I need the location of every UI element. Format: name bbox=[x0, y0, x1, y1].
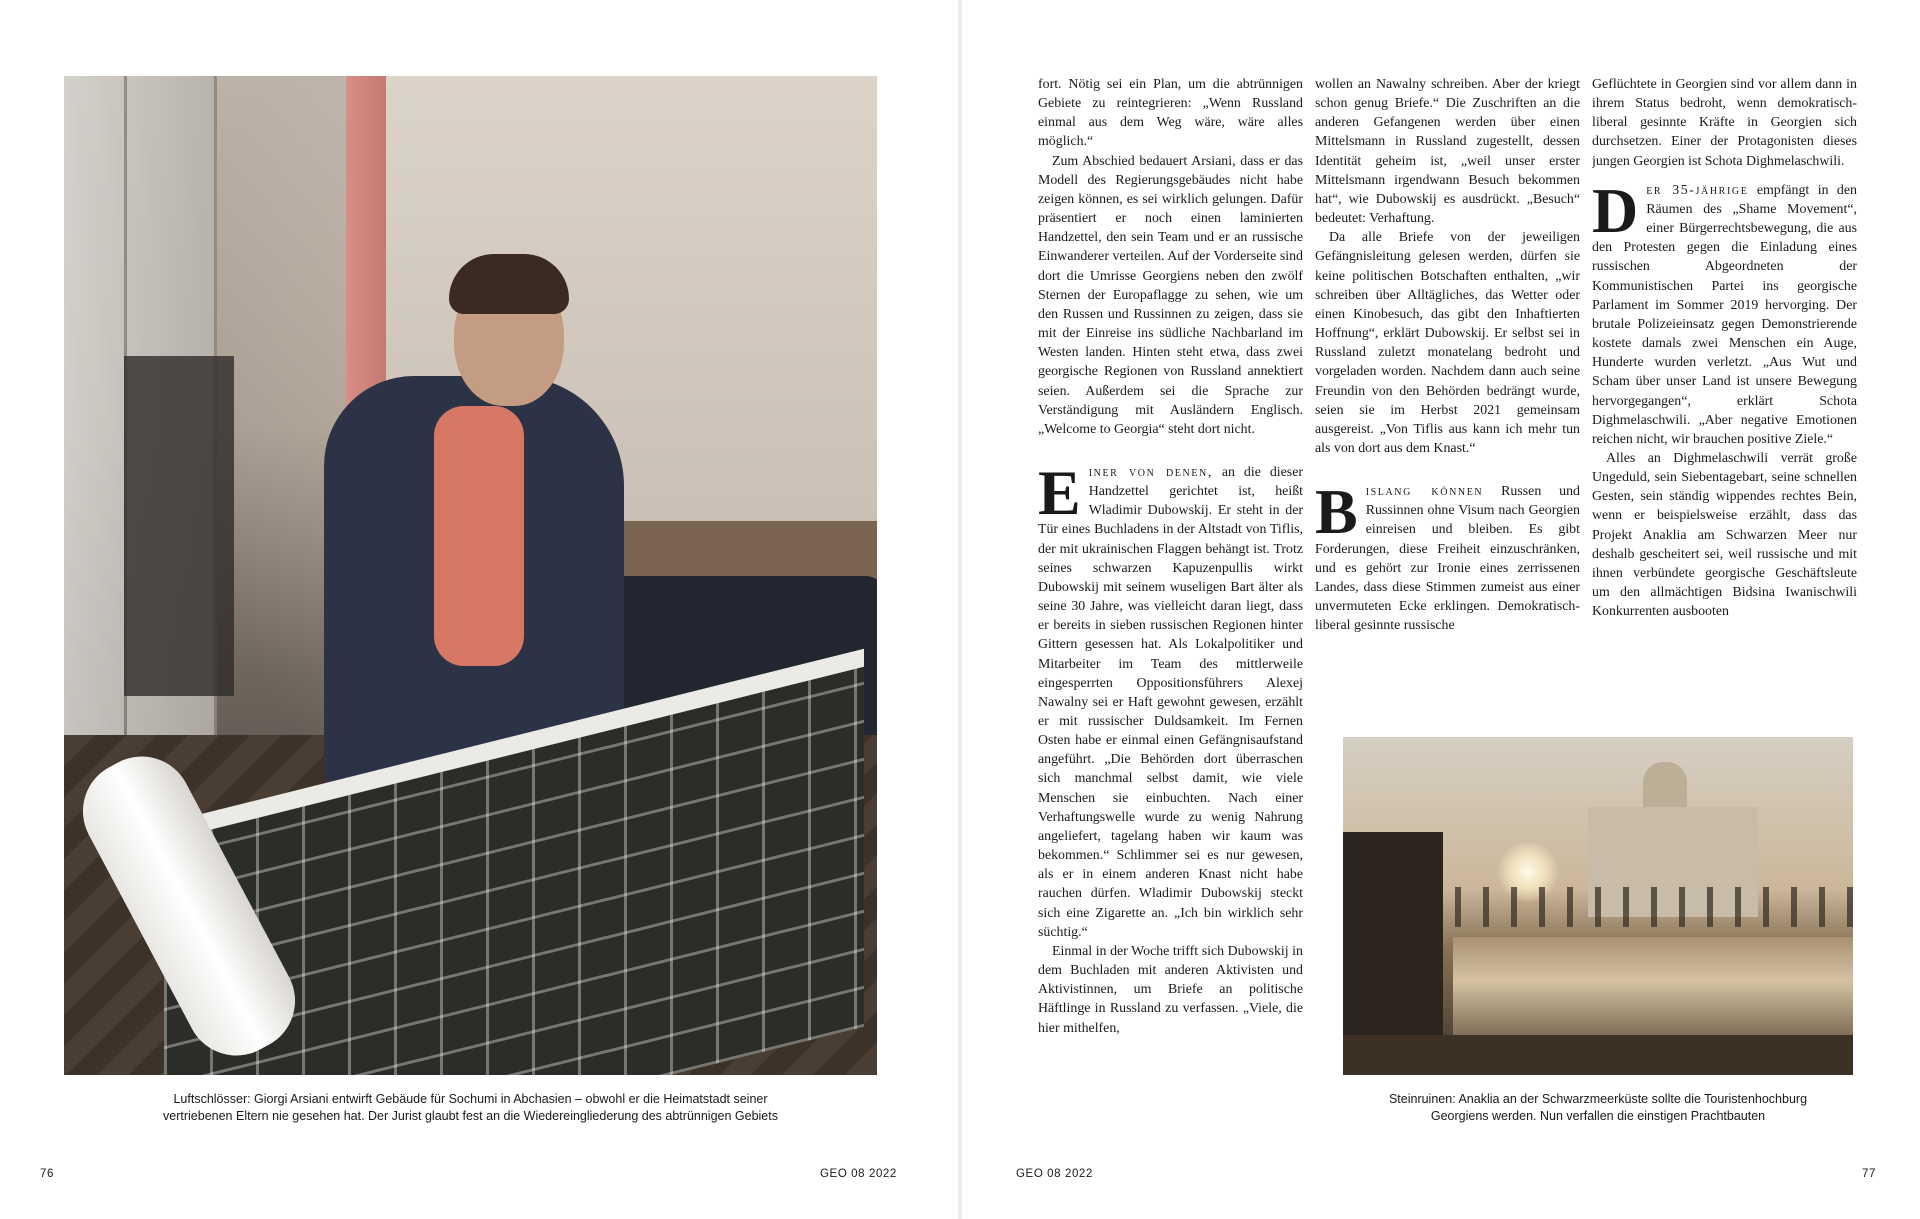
section-lead: iner von denen, bbox=[1088, 464, 1213, 480]
caption-left-line1: Luftschlösser: Giorgi Arsiani entwirft Gebäude für Sochumi in Abchasien – obwohl er die Heimatstadt seiner bbox=[173, 1092, 768, 1106]
section-e bbox=[1038, 456, 1303, 942]
page-gutter bbox=[958, 0, 962, 1219]
paragraph: fort. Nötig sei ein Plan, um die abtrünnigen Gebiete zu reintegrieren: „Wenn Russland einmal aus dem Weg wäre, wäre alles möglich.“ bbox=[1038, 77, 1303, 150]
paragraph: Zum Abschied bedauert Arsiani, dass er das Modell des Regierungsgebäudes nicht habe zeigen können, es sei wirklich gelungen. Dafür präsentiert er noch einen laminierten Handzettel, den sein Team und er an russische Einwanderer verteilen. Auf der Vorderseite sind dort die Umrisse Georgiens neben den zwölf Sternen der Europaflagge zu sehen, wie um den Russen und Russinnen zu zeigen, dass sie mit der Einreise ins südliche Nachbarland im Westen landen. Hinten steht etwa, dass zwei georgische Regionen von Russland annektiert seien. Außerdem sei die Sprache zur Verständigung mit Ausländern Englisch. „Welcome to Georgia“ steht dort nicht. bbox=[1038, 153, 1303, 437]
photo-person-hair bbox=[449, 254, 569, 314]
paragraph: Geflüchtete in Georgien sind vor allem dann in ihrem Status bedroht, wenn demokratisch-liberal gesinnte Kräfte in Georgien sich durchsetzen. Einer der Protagonisten dieses jungen Georgien ist Schota Dighmelaschwili. bbox=[1592, 77, 1857, 169]
dropcap: B bbox=[1315, 476, 1358, 548]
page-number-right: 77 bbox=[1862, 1168, 1876, 1180]
paragraph: Da alle Briefe von der jeweiligen Gefängnisleitung gelesen werden, dürfen sie keine politischen Botschaften enthalten, „wir schreiben über Alltägliches, das Wetter oder einen Kinobesuch, das gibt den Inhaftierten Hoffnung“, erklärt Dubowskij. Er selbst sei in Russland zuletzt monatelang bedroht und vorgeladen worden. Nachdem dann auch seine Freundin von den Behörden bedrängt wurde, seien sie im Herbst 2021 gemeinsam ausgereist. „Von Tiflis aus kann ich mehr tun als von dort aus dem Knast.“ bbox=[1315, 230, 1580, 456]
photo-man-with-aerial-map bbox=[64, 76, 877, 1075]
section-text: Russen und Russinnen ohne Visum nach Georgien einreisen und bleiben. Es gibt Forderungen, diese Freiheit einzuschränken, und es gehört zur Ironie eines zerrissenen Landes, dass diese Stimmen zumeist aus einer unvermuteten Ecke erklingen. Demokratisch-liberal gesinnte russische bbox=[1315, 484, 1580, 634]
section-b bbox=[1315, 476, 1580, 635]
photo-ground bbox=[1343, 1035, 1853, 1075]
footer-right: GEO 08 2022 bbox=[1016, 1168, 1093, 1180]
section-text: an die dieser Handzettel gerichtet ist, heißt Wladimir Dubowskij. Er steht in der Tür eines Buchladens in der Altstadt von Tiflis, der mit ukrainischen Flaggen behängt ist. Trotz seines schwarzen Kapuzenpullis wirkt Dubowskij mit seinem wuseligen Bart älter als seine 30 Jahre, was vielleicht daran liegt, dass er bereits in sieben russischen Regionen hinter Gittern gesessen hat. Als Lokalpolitiker und Mitarbeiter im Team des mittlerweile eingesperrten Oppositionsführers Alexej Nawalny sei er Haft gewohnt gewesen, erzählt er mit russischer Duldsamkeit. Im Fernen Osten habe er einmal einen Gefängnisaufstand angeführt. „Die Behörden dort überraschen sich manchmal selbst damit, wie viele Menschen sie einbuchten. Nach einer Verhaftungswelle wurde zu wenig Nahrung angeliefert, tagelang haben wir kaum was bekommen.“ Schlimmer sei es nur gewesen, als er in einem anderen Knast nicht habe rauchen dürfen. Wladimir Dubowskij steckt sich eine Zigarette an. „Ich bin wirklich sehr süchtig.“ bbox=[1038, 464, 1303, 940]
caption-left bbox=[64, 1091, 877, 1125]
photo-person-shirt bbox=[434, 406, 524, 666]
article-column-3 bbox=[1592, 75, 1857, 705]
footer-left: GEO 08 2022 bbox=[820, 1168, 897, 1180]
caption-left-line2: vertriebenen Eltern nie gesehen hat. Der Jurist glaubt fest an die Wiedereingliederung des abtrünnigen Gebiets bbox=[163, 1109, 778, 1123]
photo-shelf bbox=[124, 356, 234, 696]
page-number-left: 76 bbox=[40, 1168, 54, 1180]
caption-right-line1: Steinruinen: Anaklia an der Schwarzmeerküste sollte die Touristenhochburg bbox=[1388, 1092, 1808, 1106]
paragraph: Alles an Dighmelaschwili verrät große Ungeduld, sein Siebentagebart, seine schnellen Gesten, sein ständig wippendes rechtes Bein, wenn er beispielsweise erzählt, dass das Projekt Anaklia am Schwarzen Meer nur deshalb gescheitert sei, weil russische und mit ihnen verbündete georgische Geschäftsleute um den allmächtigen Bidsina Iwanischwili Konkurrenten ausbooten bbox=[1592, 450, 1857, 620]
photo-pool-water bbox=[1453, 937, 1853, 1047]
dropcap: D bbox=[1592, 174, 1639, 246]
dropcap: E bbox=[1038, 456, 1081, 528]
section-lead: er 35-jährige bbox=[1646, 182, 1749, 198]
photo-anaklia-ruins bbox=[1343, 737, 1853, 1075]
paragraph: Einmal in der Woche trifft sich Dubowskij in dem Buchladen mit anderen Aktivisten und Aktivistinnen, um Briefe an politische Häftlinge in Russland zu verfassen. „Viele, die hier mithelfen, bbox=[1038, 943, 1303, 1036]
section-text: empfängt in den Räumen des „Shame Movement“, einer Bürgerrechtsbewegung, die aus den Protesten gegen die Einladung eines russischen Abgeordneten der Kommunistischen Partei ins georgische Parlament im Sommer 2019 hervorging. Der brutale Polizeieinsatz gegen Demonstrierende kostete damals zwei Menschen ein Auge, Hunderte wurden verletzt. „Aus Wut und Scham über unser Land ist unsere Bewegung hervorgegangen“, erklärt Schota Dighmelaschwili. „Aber negative Emotionen reichen nicht, wir brauchen positive Ziele.“ bbox=[1592, 182, 1857, 447]
caption-right-line2: Georgiens werden. Nun verfallen die einstigen Prachtbauten bbox=[1430, 1109, 1766, 1123]
section-d bbox=[1592, 174, 1857, 449]
paragraph: wollen an Nawalny schreiben. Aber der kriegt schon genug Briefe.“ Die Zuschriften an die anderen Gefangenen werden über einen Mittelsmann in Russland zugestellt, dessen Identität geheim ist, „weil unser erster Mittelsmann irgendwann Besuch bekommen hat“, wie Dubowskij es ausdrückt. „Besuch“ bedeutet: Verhaftung. bbox=[1315, 77, 1580, 227]
article-column-1 bbox=[1038, 75, 1303, 1135]
article-column-2 bbox=[1315, 75, 1580, 705]
section-lead: islang können bbox=[1365, 484, 1484, 500]
caption-right bbox=[1343, 1091, 1853, 1125]
